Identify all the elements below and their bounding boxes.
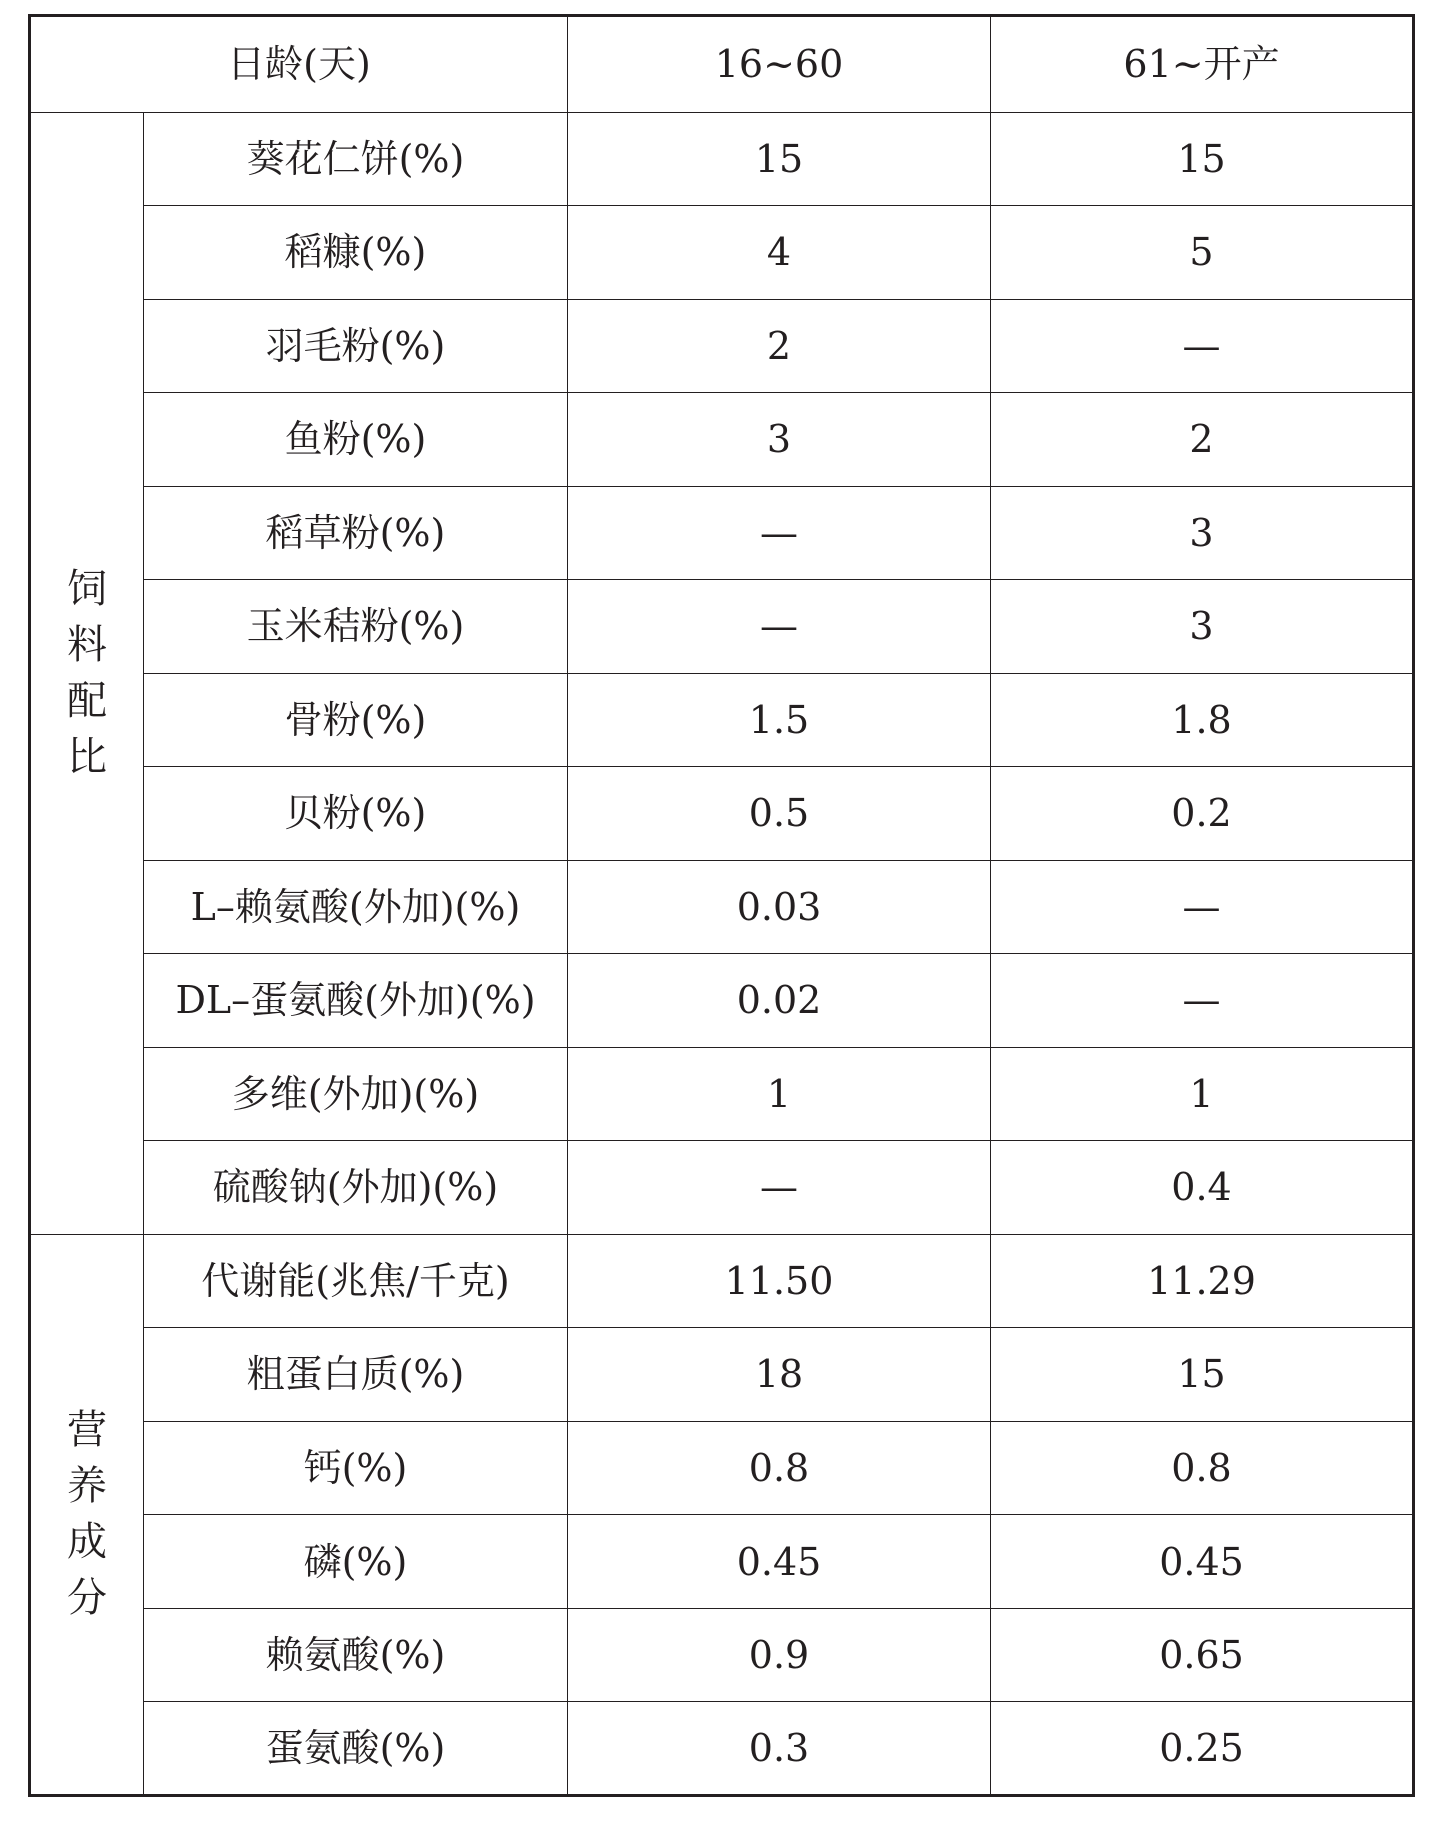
row-label: 羽毛粉(%)	[144, 299, 568, 393]
row-label: 磷(%)	[144, 1515, 568, 1609]
row-label: 鱼粉(%)	[144, 393, 568, 487]
feed-formula-table	[28, 14, 1415, 1797]
row-label: 葵花仁饼(%)	[144, 112, 568, 206]
value-period-2: 0.25	[991, 1702, 1414, 1796]
table-row	[30, 767, 1414, 861]
row-label: 蛋氨酸(%)	[144, 1702, 568, 1796]
header-row	[30, 16, 1414, 113]
table-row	[30, 954, 1414, 1048]
row-label: 代谢能(兆焦/千克)	[144, 1234, 568, 1328]
value-period-2: 0.4	[991, 1141, 1414, 1235]
row-label: 稻草粉(%)	[144, 486, 568, 580]
table-row	[30, 1515, 1414, 1609]
table-row	[30, 1421, 1414, 1515]
value-period-1: 11.50	[568, 1234, 991, 1328]
group-label-text: 营养成分	[67, 1407, 107, 1622]
row-label: DL–蛋氨酸(外加)(%)	[144, 954, 568, 1048]
row-label: 骨粉(%)	[144, 673, 568, 767]
row-label: 粗蛋白质(%)	[144, 1328, 568, 1422]
row-label: 稻糠(%)	[144, 206, 568, 300]
value-period-1: —	[568, 580, 991, 674]
nutrition-group-label	[30, 1234, 144, 1795]
value-period-1: 0.3	[568, 1702, 991, 1796]
table-row	[30, 206, 1414, 300]
value-period-2: 0.2	[991, 767, 1414, 861]
table-row	[30, 580, 1414, 674]
table-body	[30, 16, 1414, 1796]
value-period-2: 15	[991, 112, 1414, 206]
header-period-1: 16~60	[568, 16, 991, 113]
value-period-1: 18	[568, 1328, 991, 1422]
header-age-label: 日龄(天)	[30, 16, 568, 113]
value-period-1: 0.5	[568, 767, 991, 861]
table-row	[30, 673, 1414, 767]
feed-ratio-group-label	[30, 112, 144, 1234]
value-period-1: 3	[568, 393, 991, 487]
table-row	[30, 1047, 1414, 1141]
value-period-2: 3	[991, 486, 1414, 580]
table-row	[30, 860, 1414, 954]
table-row	[30, 299, 1414, 393]
row-label: 玉米秸粉(%)	[144, 580, 568, 674]
value-period-2: 2	[991, 393, 1414, 487]
table-row	[30, 112, 1414, 206]
table-row	[30, 1141, 1414, 1235]
value-period-2: 15	[991, 1328, 1414, 1422]
value-period-1: —	[568, 1141, 991, 1235]
table-row	[30, 1702, 1414, 1796]
value-period-2: 3	[991, 580, 1414, 674]
value-period-1: 0.8	[568, 1421, 991, 1515]
value-period-1: —	[568, 486, 991, 580]
table-row	[30, 1234, 1414, 1328]
row-label: 多维(外加)(%)	[144, 1047, 568, 1141]
value-period-2: 5	[991, 206, 1414, 300]
value-period-2: 1.8	[991, 673, 1414, 767]
value-period-2: —	[991, 299, 1414, 393]
value-period-1: 0.9	[568, 1608, 991, 1702]
row-label: L–赖氨酸(外加)(%)	[144, 860, 568, 954]
value-period-1: 2	[568, 299, 991, 393]
value-period-1: 0.02	[568, 954, 991, 1048]
value-period-1: 15	[568, 112, 991, 206]
value-period-1: 0.45	[568, 1515, 991, 1609]
value-period-2: 11.29	[991, 1234, 1414, 1328]
value-period-2: —	[991, 860, 1414, 954]
row-label: 硫酸钠(外加)(%)	[144, 1141, 568, 1235]
value-period-1: 1.5	[568, 673, 991, 767]
row-label: 钙(%)	[144, 1421, 568, 1515]
value-period-2: 0.45	[991, 1515, 1414, 1609]
table-row	[30, 1328, 1414, 1422]
row-label: 赖氨酸(%)	[144, 1608, 568, 1702]
group-label-text: 饲料配比	[67, 566, 107, 781]
value-period-2: 1	[991, 1047, 1414, 1141]
table-row	[30, 486, 1414, 580]
value-period-2: —	[991, 954, 1414, 1048]
value-period-1: 0.03	[568, 860, 991, 954]
table-row	[30, 393, 1414, 487]
value-period-1: 1	[568, 1047, 991, 1141]
value-period-2: 0.65	[991, 1608, 1414, 1702]
row-label: 贝粉(%)	[144, 767, 568, 861]
header-period-2: 61~开产	[991, 16, 1414, 113]
table-row	[30, 1608, 1414, 1702]
value-period-2: 0.8	[991, 1421, 1414, 1515]
value-period-1: 4	[568, 206, 991, 300]
